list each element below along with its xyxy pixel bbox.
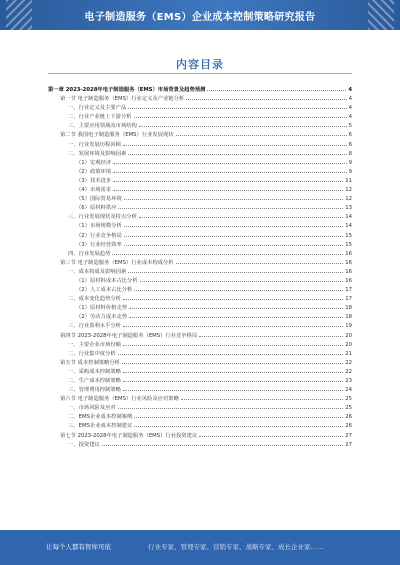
toc-page-number: 12 <box>345 196 352 203</box>
toc-page-number: 4 <box>348 87 352 93</box>
toc-leader-dots <box>123 294 343 300</box>
toc-entry-text: （4）市场需求 <box>76 187 112 194</box>
toc-entry-text: 第六节 电子制造服务（EMS）行业风险及应对策略 <box>60 396 179 403</box>
toc-entry[interactable] <box>48 294 352 303</box>
toc-divider <box>48 73 352 74</box>
toc-leader-dots <box>124 231 344 237</box>
toc-entry-text: 二、生产成本控制策略 <box>68 378 121 384</box>
toc-entry-text: 一、采购成本控制策略 <box>68 368 121 375</box>
toc-page-number: 17 <box>345 287 352 294</box>
toc-page-number: 16 <box>345 250 352 257</box>
toc-entry-text: 一、市场风险及应对 <box>68 405 116 412</box>
toc-leader-dots <box>112 249 343 255</box>
toc-page-number: 19 <box>345 323 352 330</box>
toc-page-number: 24 <box>345 387 352 394</box>
toc-entry-text: （1）市场规模分析 <box>76 223 122 230</box>
toc-leader-dots <box>176 130 347 136</box>
toc-entry-text: 三、主要应用领域及市场结构 <box>68 123 137 130</box>
page-footer-banner <box>0 530 400 565</box>
toc-entry[interactable] <box>48 276 352 285</box>
toc-entry[interactable] <box>48 321 352 330</box>
toc-leader-dots <box>134 112 347 118</box>
toc-leader-dots <box>118 403 344 409</box>
toc-entry[interactable] <box>48 376 352 385</box>
toc-entry-text: 第七节 2023-2028年电子制造服务（EMS）行业投资建议 <box>60 432 198 439</box>
toc-entry[interactable] <box>48 349 352 358</box>
footer-slogan: 让每个人都有智库可依 <box>46 543 111 551</box>
toc-entry-text: 第四节 2023-2028年电子制造服务（EMS）行业竞争格局 <box>60 332 198 339</box>
toc-entry-text: （2）劳动力成本走势 <box>76 314 128 321</box>
toc-entry-text: 第三节 电子制造服务（EMS）行业成本构成分析 <box>60 259 174 266</box>
toc-entry-text: 二、行业产业链上下游分析 <box>68 114 132 121</box>
toc-page-number: 25 <box>345 405 352 412</box>
toc-leader-dots <box>123 367 343 373</box>
toc-entry-text: 一、投资建议 <box>68 441 100 448</box>
toc-leader-dots <box>113 167 346 173</box>
toc-entry-text: 二、成本变化趋势分析 <box>68 296 121 303</box>
toc-page-number: 26 <box>345 414 352 421</box>
toc-entry[interactable] <box>48 176 352 185</box>
toc-leader-dots <box>129 303 343 309</box>
toc-entry[interactable] <box>48 212 352 221</box>
toc-leader-dots <box>134 412 343 418</box>
toc-entry[interactable] <box>48 103 352 112</box>
toc-leader-dots <box>123 340 343 346</box>
toc-page-number: 12 <box>345 187 352 194</box>
toc-page-number: 6 <box>348 132 352 139</box>
toc-entry[interactable] <box>48 421 352 430</box>
toc-page-number: 6 <box>348 141 352 148</box>
toc-page-number: 25 <box>345 396 352 403</box>
toc-entry[interactable] <box>48 121 352 130</box>
toc-entry[interactable] <box>48 312 352 321</box>
toc-entry-text: 三、EMS企业成本控制建议 <box>68 423 133 430</box>
toc-heading: 内容目录 <box>176 58 224 71</box>
toc-page-number: 11 <box>345 177 352 184</box>
toc-leader-dots <box>123 321 343 327</box>
toc-entry[interactable] <box>48 412 352 421</box>
toc-page-number: 13 <box>345 205 352 212</box>
toc-page-number: 18 <box>345 314 352 321</box>
toc-page-number: 4 <box>348 114 352 121</box>
toc-entry[interactable] <box>48 130 352 139</box>
toc-page-number: 5 <box>348 123 352 130</box>
toc-page-number: 14 <box>345 214 352 221</box>
toc-leader-dots <box>113 158 346 164</box>
report-header-banner <box>0 0 400 30</box>
toc-entry[interactable] <box>48 231 352 240</box>
toc-entry-text: 三、管理费用控制策略 <box>68 387 121 394</box>
toc-leader-dots <box>186 94 346 100</box>
toc-entry-text: （1）原材料成本占比分析 <box>76 277 138 284</box>
toc-page-number: 18 <box>345 305 352 312</box>
toc-entry[interactable] <box>48 403 352 412</box>
toc-entry-text: 一、行业发展历程回顾 <box>68 141 121 148</box>
toc-entry[interactable] <box>48 203 352 212</box>
toc-entry[interactable] <box>48 140 352 149</box>
toc-leader-dots <box>140 276 344 282</box>
toc-leader-dots <box>199 431 343 437</box>
toc-entry[interactable] <box>48 285 352 294</box>
toc-leader-dots <box>139 212 343 218</box>
toc-entry-text: 一、行业定义及主要产品 <box>68 105 127 112</box>
toc-entry-text: 一、主要企业市场份额 <box>68 341 121 348</box>
toc-leader-dots <box>128 149 346 155</box>
toc-entry-text: 二、发展环境及影响因素 <box>68 150 127 157</box>
toc-page-number: 21 <box>345 350 352 357</box>
toc-leader-dots <box>181 394 343 400</box>
toc-page-number: 26 <box>345 423 352 430</box>
toc-leader-dots <box>207 85 346 91</box>
toc-entry[interactable] <box>48 385 352 394</box>
toc-entry[interactable] <box>48 431 352 440</box>
toc-entry[interactable] <box>48 194 352 203</box>
toc-entry[interactable] <box>48 85 352 94</box>
toc-leader-dots <box>102 440 343 446</box>
toc-entry[interactable] <box>48 340 352 349</box>
toc-page-number: 8 <box>348 150 352 157</box>
toc-entry[interactable] <box>48 440 352 449</box>
toc-leader-dots <box>128 103 346 109</box>
toc-page-number: 14 <box>345 223 352 230</box>
toc-entry-text: 第二节 我国电子制造服务（EMS）行业发展现状 <box>60 132 174 139</box>
toc-leader-dots <box>128 267 343 273</box>
toc-entry-text: 第五节 成本控制策略分析 <box>60 359 120 366</box>
toc-entry[interactable] <box>48 94 352 103</box>
toc-entry[interactable] <box>48 394 352 403</box>
toc-entry[interactable] <box>48 249 352 258</box>
toc-entry-text: 三、行业盈利水平分析 <box>68 323 121 330</box>
toc-entry-text: （5）国际贸易环境 <box>76 196 122 203</box>
toc-entry[interactable] <box>48 331 352 340</box>
toc-entry-text: （2）政策环境 <box>76 168 112 175</box>
toc-leader-dots <box>176 258 344 264</box>
toc-entry[interactable] <box>48 240 352 249</box>
toc-entry[interactable] <box>48 158 352 167</box>
toc-entry[interactable] <box>48 367 352 376</box>
toc-page-number: 27 <box>345 441 352 448</box>
toc-page-number: 16 <box>345 268 352 275</box>
toc-entry-text: 二、行业集中度分析 <box>68 350 116 357</box>
toc-leader-dots <box>123 376 343 382</box>
toc-entry-text: 三、行业发展现状及特点分析 <box>68 214 137 221</box>
toc-leader-dots <box>118 203 343 209</box>
toc-page-number: 16 <box>345 259 352 266</box>
toc-page-number: 15 <box>345 232 352 239</box>
toc-entry[interactable] <box>48 358 352 367</box>
toc-leader-dots <box>122 358 343 364</box>
toc-entry-text: （6）原材料供应 <box>76 205 117 212</box>
toc-entry-text: （3）技术进步 <box>76 177 112 184</box>
toc-entry[interactable] <box>48 149 352 158</box>
toc-page-number: 23 <box>345 378 352 384</box>
toc-entry[interactable] <box>48 303 352 312</box>
toc-leader-dots <box>134 421 343 427</box>
toc-entry-text: （2）人工成本占比分析 <box>76 287 133 294</box>
toc-leader-dots <box>113 176 343 182</box>
report-title: 电子制造服务（EMS）企业成本控制策略研究报告 <box>84 12 316 23</box>
toc-page-number: 22 <box>345 368 352 375</box>
toc-entry-text: （1）原材料价格走势 <box>76 305 128 312</box>
toc-leader-dots <box>113 185 343 191</box>
toc-entry-text: （2）行业竞争格局 <box>76 232 122 239</box>
toc-page-number: 20 <box>345 341 352 348</box>
toc-entry-text: 一、成本构成及影响因素 <box>68 268 127 275</box>
toc-entry-text: 第一节 电子制造服务（EMS）行业定义及产业链分析 <box>60 96 185 103</box>
toc-page-number: 9 <box>348 168 352 175</box>
toc-leader-dots <box>139 121 347 127</box>
toc-entry[interactable] <box>48 167 352 176</box>
toc-leader-dots <box>123 140 347 146</box>
toc-page-number: 4 <box>348 96 352 103</box>
table-of-contents <box>48 85 352 449</box>
toc-leader-dots <box>124 221 344 227</box>
toc-page-number: 16 <box>345 277 352 284</box>
toc-entry-text: 第一章 2023-2028年电子制造服务（EMS）市场背景及趋势预测 <box>48 87 206 93</box>
toc-page-number: 9 <box>348 159 352 166</box>
toc-leader-dots <box>118 349 344 355</box>
toc-leader-dots <box>134 285 343 291</box>
toc-page-number: 20 <box>345 332 352 339</box>
toc-entry[interactable] <box>48 221 352 230</box>
toc-entry-text: 二、EMS企业成本控制案例 <box>68 414 133 421</box>
toc-entry[interactable] <box>48 267 352 276</box>
toc-page-number: 15 <box>345 241 352 248</box>
footer-tagline: 行业专家、管理专家、营销专家、战略专家、成长企业家…… <box>148 543 324 551</box>
toc-entry[interactable] <box>48 258 352 267</box>
toc-entry-text: （3）行业经营效率 <box>76 241 122 248</box>
toc-page-number: 17 <box>345 296 352 303</box>
toc-leader-dots <box>123 385 343 391</box>
toc-entry-text: 四、行业发展趋势 <box>68 250 111 257</box>
toc-leader-dots <box>129 312 343 318</box>
toc-entry[interactable] <box>48 112 352 121</box>
toc-leader-dots <box>199 331 343 337</box>
toc-leader-dots <box>124 194 344 200</box>
toc-entry[interactable] <box>48 185 352 194</box>
toc-leader-dots <box>124 240 344 246</box>
toc-entry-text: （1）宏观经济 <box>76 159 112 166</box>
toc-page-number: 27 <box>345 432 352 439</box>
toc-page-number: 4 <box>348 105 352 112</box>
toc-page-number: 22 <box>345 359 352 366</box>
